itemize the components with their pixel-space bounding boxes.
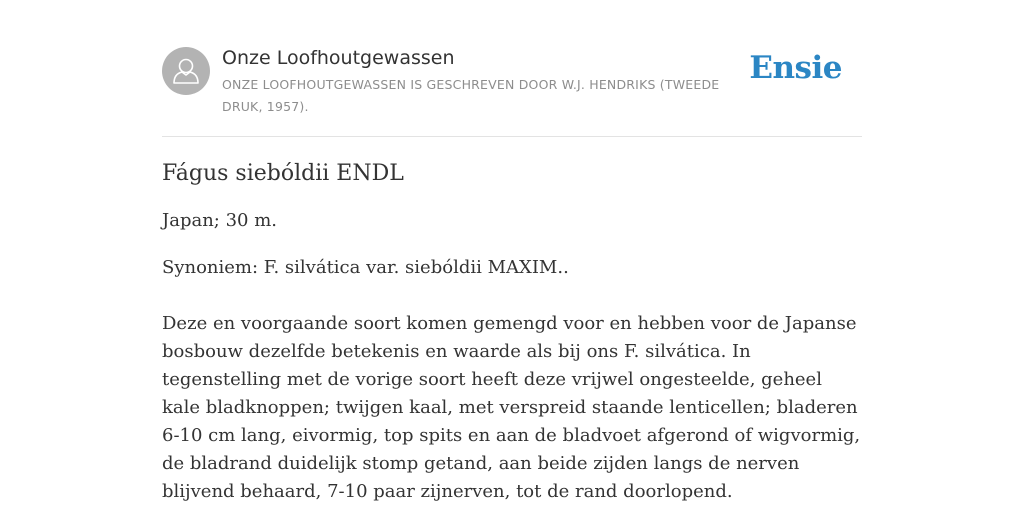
entry-paragraph-description: Deze en voorgaande soort komen gemengd voor en hebben voor de Japanse bosbouw dezelfde betekenis en waarde als bij ons F. silvática. In tegenstelling met de vorige soort heeft deze vrijwel ongesteelde, geheel kale bladknoppen; twijgen kaal, met verspreid staande lenticellen; bladeren 6-10 cm lang, eivormig, top spits en aan de bladvoet afgerond of wigvormig, de bladrand duidelijk stomp getand, aan beide zijden langs de nerven blijvend behaard, 7-10 paar zijnerven, tot de rand doorlopend. (162, 313, 861, 502)
user-icon (162, 47, 210, 95)
entry-paragraph-origin: Japan; 30 m. (162, 210, 277, 231)
brand-logo[interactable]: Ensie (749, 50, 842, 86)
source-header (162, 44, 862, 137)
entry-paragraph-synonym: Synoniem: F. silvática var. siebóldii MAXIM.. (162, 257, 569, 278)
source-title[interactable]: Onze Loofhoutgewassen (222, 47, 455, 69)
entry-content (162, 156, 862, 506)
entry-title: Fágus siebóldii ENDL (162, 161, 404, 186)
source-description: ONZE LOOFHOUTGEWASSEN IS GESCHREVEN DOOR W.J. HENDRIKS (TWEEDE DRUK, 1957). (222, 77, 720, 114)
avatar[interactable] (162, 47, 210, 95)
